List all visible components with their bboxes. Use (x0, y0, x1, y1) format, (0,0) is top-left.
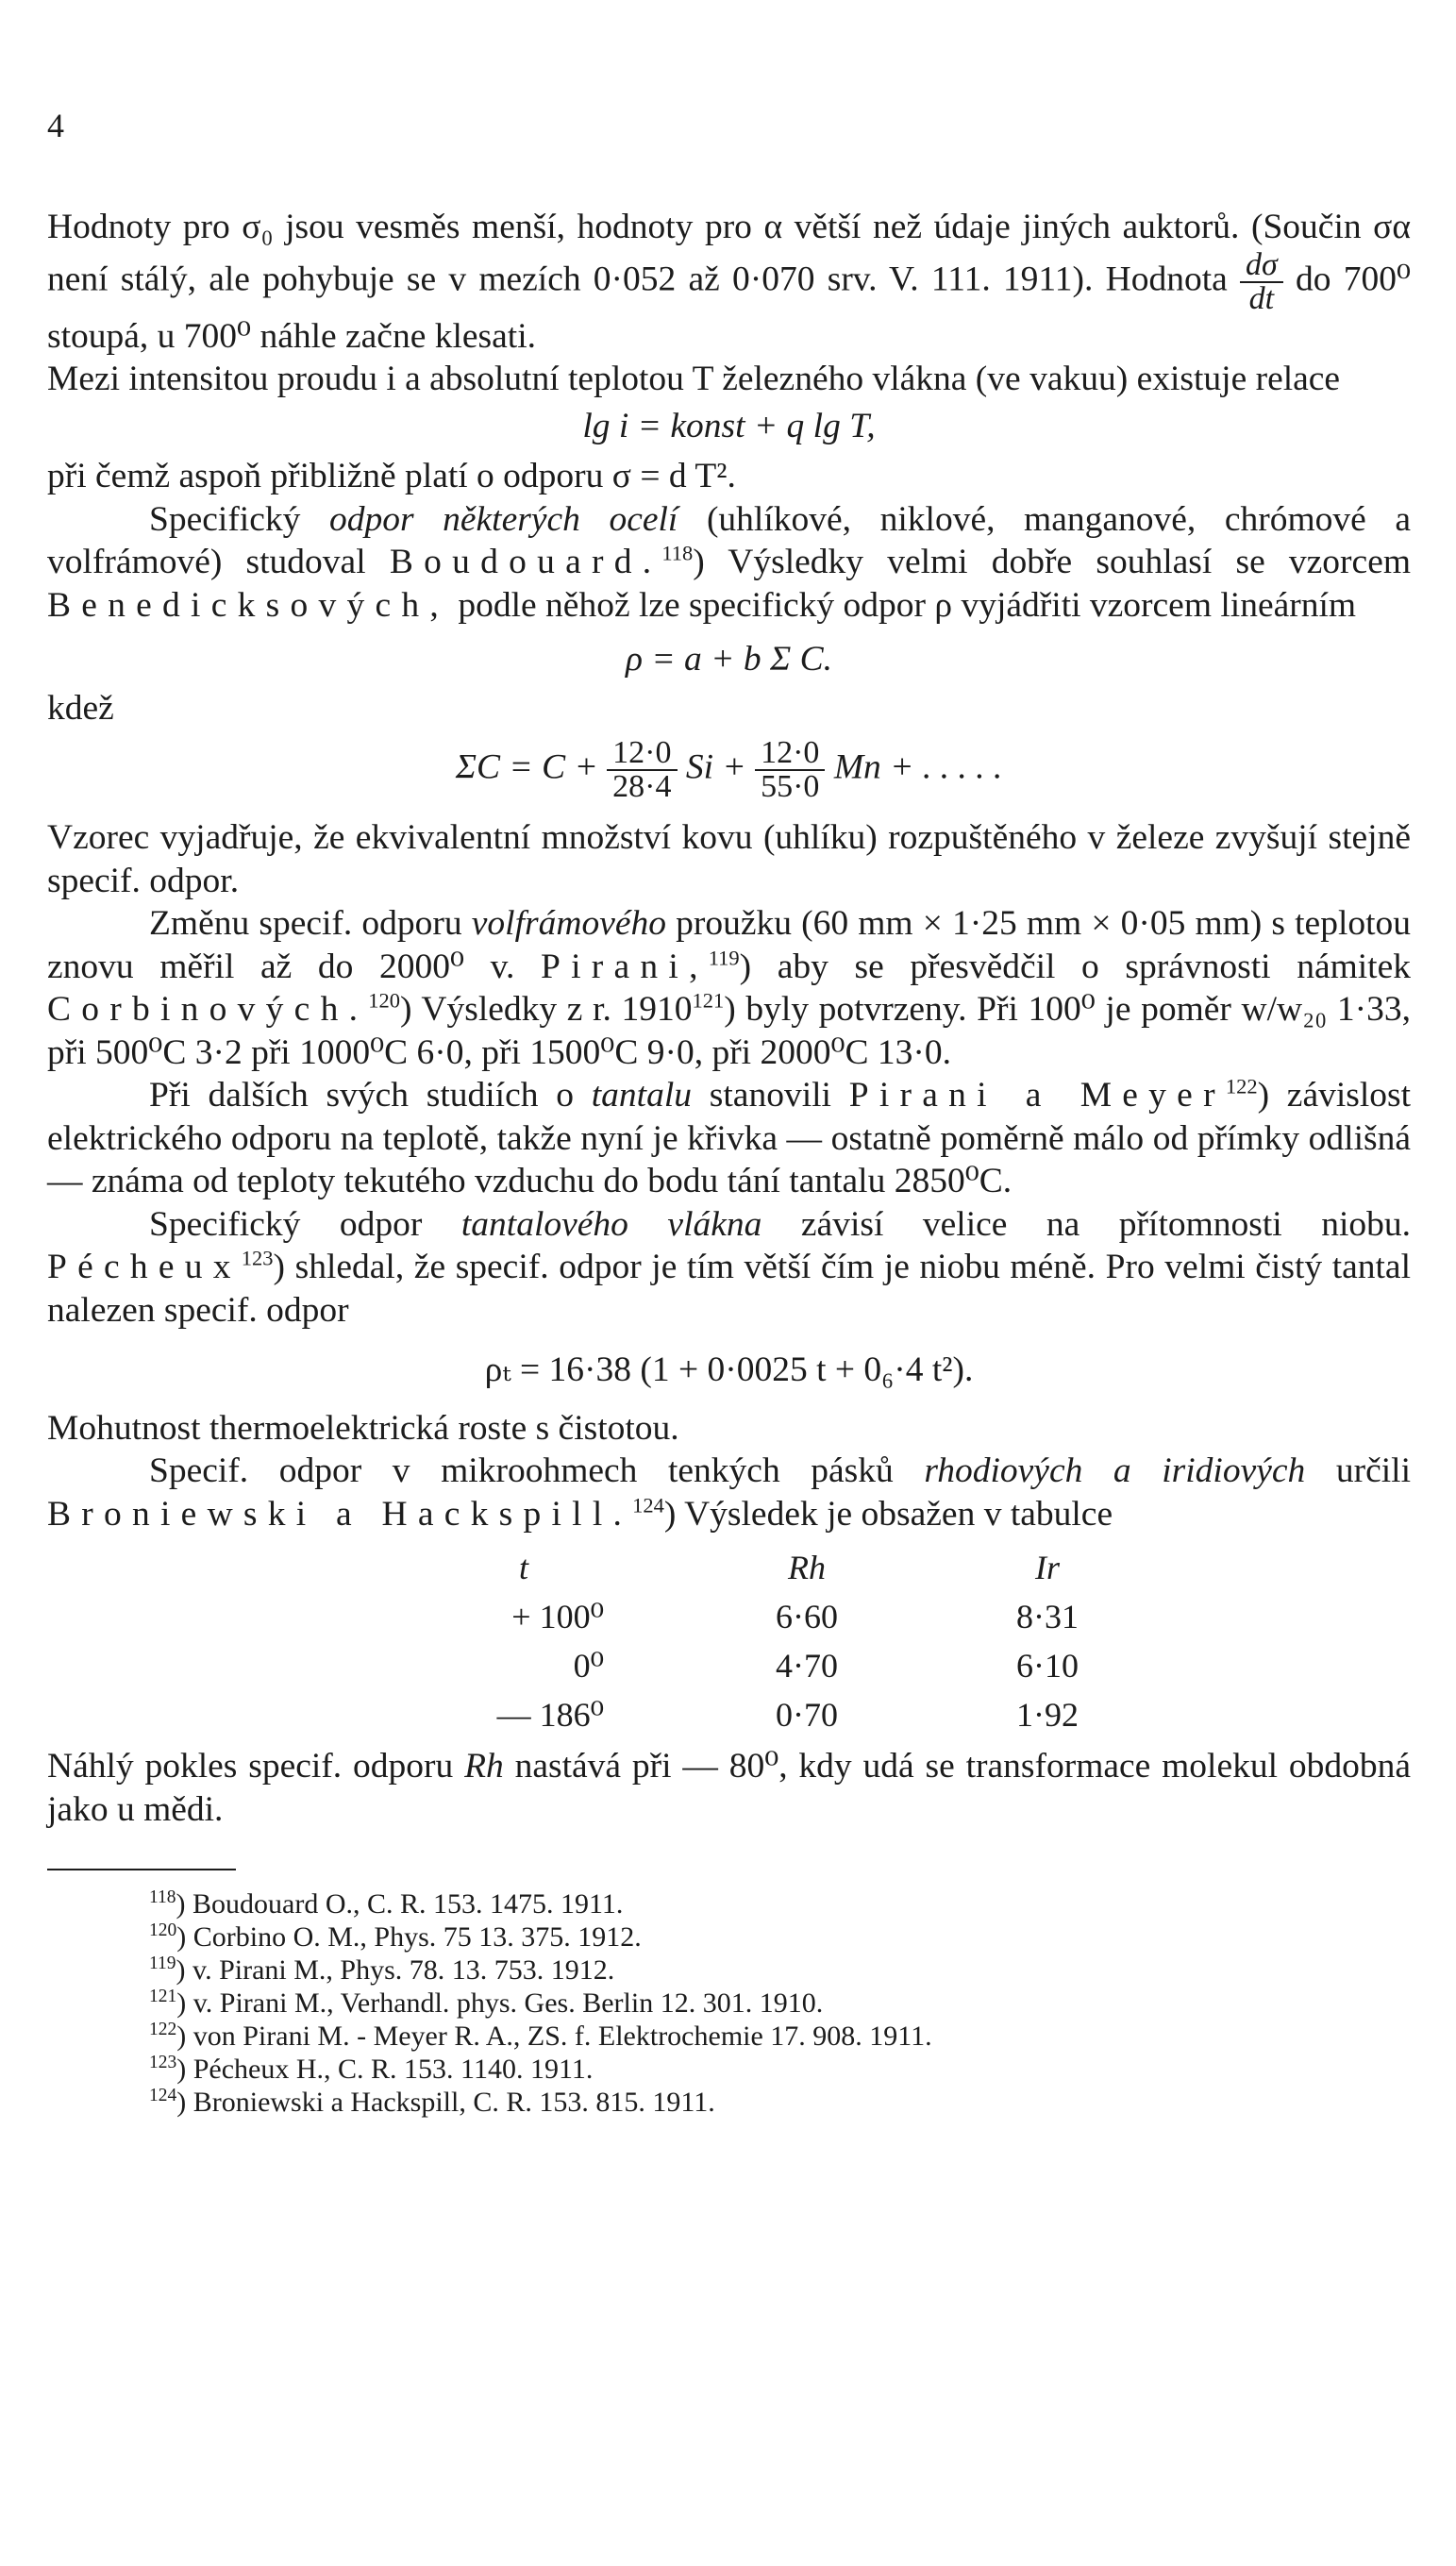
table-cell: 0⁰ (573, 1647, 604, 1685)
p10-a: Specif. odpor v mikroohmech tenkých pásků (149, 1451, 894, 1490)
table-row (387, 1641, 1142, 1690)
footnote-item (149, 1987, 1411, 2020)
p8-c: závisí velice na přítomnosti niobu. (800, 1204, 1412, 1244)
fraction-dsigma-dt (1240, 246, 1283, 316)
table-cell: 0·70 (776, 1696, 838, 1734)
author-boudouard: Boudouard. (389, 543, 662, 581)
footnote-item (149, 1954, 1411, 1987)
footnote-item (149, 2053, 1411, 2086)
table-cell: 6·60 (776, 1598, 838, 1635)
table-cell: + 100⁰ (511, 1598, 604, 1635)
fraction-si (607, 737, 677, 803)
p6-d: ) aby se přesvědčil o správnosti námitek (739, 947, 1411, 986)
author-corbino: Corbinových. (47, 990, 369, 1029)
p7-b: tantalu (591, 1076, 693, 1115)
p4-e: podle něhož lze specifický odpor ρ vyjádřiti vzorcem lineárním (458, 585, 1357, 625)
footnote-number: 118 (149, 1887, 176, 1907)
fraction-denominator: dt (1248, 280, 1275, 316)
fraction-mn-numerator: 12·0 (755, 737, 825, 771)
p4-b: odpor některých ocelí (328, 499, 678, 539)
paragraph-8 (47, 1203, 1411, 1333)
paragraph-7 (47, 1074, 1411, 1203)
footnote-text: ) v. Pirani M., Phys. 78. 13. 753. 1912. (176, 1954, 615, 1986)
p10-b: rhodiových a iridiových (924, 1451, 1306, 1490)
p8-b: tantalového vlákna (460, 1204, 762, 1244)
paragraph-6 (47, 902, 1411, 1074)
paragraph-9: Mohutnost thermoelektrická roste s čistotou. (47, 1408, 679, 1448)
footnote-divider (47, 1869, 236, 1870)
p11-a: Náhlý pokles specif. odporu (47, 1747, 454, 1786)
table-cell: 4·70 (776, 1647, 838, 1685)
author-pirani-meyer: Pirani a Meyer (848, 1076, 1226, 1115)
eq3-mid: Si + (685, 747, 746, 787)
p10-d: ) Výsledek je obsažen v tabulce (663, 1494, 1113, 1534)
ref-124: 124 (632, 1493, 664, 1517)
eq3-right: Mn + . . . . . (833, 747, 1003, 787)
footnote-text: ) Broniewski a Hackspill, C. R. 153. 815. 1911. (176, 2087, 715, 2118)
p10-c: určili (1335, 1451, 1411, 1490)
page-number: 4 (47, 107, 64, 144)
p7-d: ) závislost elektrického odporu na teplotě, takže nyní je křivka — ostatně poměrně málo od přímky odlišná — známa od teploty tekutého vzduchu do bodu tání tantalu 2850⁰C. (47, 1076, 1412, 1200)
author-broniewski-hackspill: Broniewski a Hackspill. (47, 1494, 633, 1534)
eq3-left: ΣC = C + (455, 747, 598, 787)
footnote-text: ) Pécheux H., C. R. 153. 1140. 1911. (176, 2054, 594, 2085)
footnote-text: ) Corbino O. M., Phys. 75 13. 375. 1912. (176, 1921, 642, 1953)
p11-b: Rh (464, 1747, 504, 1786)
equation-sigma-c (47, 737, 1411, 803)
p6-e: ) Výsledky z r. 1910 (399, 990, 693, 1029)
p4-a: Specifický (149, 499, 301, 539)
ref-123: 123 (241, 1246, 274, 1270)
author-benedicks: Benedicksových, (47, 585, 449, 625)
equation-rho: ρ = a + b Σ C. (625, 640, 833, 679)
p6-c: proužku (60 mm × 1·25 mm × 0·05 mm) s teplotou znovu měřil až do 2000⁰ v. (47, 904, 1412, 986)
p6-a: Změnu specif. odporu (149, 904, 462, 943)
table-cell: 1·92 (1016, 1696, 1079, 1734)
p1-text: Hodnoty pro σ₀ jsou vesměs menší, hodnoty pro α větší než údaje jiných auktorů. (Součin σα není stálý, ale pohybuje se v mezích 0·052 až 0·070 srv. V. 111. 1911). Hodnota (47, 208, 1411, 299)
footnote-number: 123 (149, 2053, 177, 2072)
p1-end: do 700⁰ stoupá, u 700⁰ náhle začne klesati. (47, 260, 1411, 356)
p6-b: volfrámového (471, 904, 666, 943)
kdez-label: kdež (47, 688, 114, 728)
author-pecheux: Pécheux (47, 1248, 242, 1286)
footnote-number: 120 (149, 1920, 177, 1940)
ref-119: 119 (708, 946, 740, 969)
paragraph-10 (47, 1450, 1411, 1535)
footnote-number: 122 (149, 2020, 177, 2039)
table-header-t: t (518, 1549, 528, 1586)
p4-c: (uhlíkové, niklové, manganové, chrómové a volfrámové) studoval (47, 499, 1412, 581)
resistance-table (387, 1543, 1142, 1739)
table-cell: 6·10 (1016, 1647, 1079, 1685)
footnotes (47, 1887, 1411, 2119)
table-header-rh: Rh (788, 1549, 826, 1586)
p11-c: nastává při — 80⁰, kdy udá se transformace molekul obdobná jako u mědi. (47, 1747, 1412, 1829)
footnote-item (149, 1920, 1411, 1954)
paragraph-1 (47, 206, 1411, 358)
p7-c: stanovili (709, 1076, 831, 1115)
table-cell: 8·31 (1016, 1598, 1079, 1635)
footnote-text: ) v. Pirani M., Verhandl. phys. Ges. Berlin 12. 301. 1910. (176, 1987, 824, 2019)
footnote-number: 121 (149, 1987, 177, 2006)
footnote-item (149, 2086, 1411, 2119)
fraction-si-denominator: 28·4 (612, 769, 672, 804)
footnote-text: ) Boudouard O., C. R. 153. 1475. 1911. (176, 1888, 624, 1920)
page-body (47, 206, 1411, 2119)
paragraph-3: při čemž aspoň přibližně platí o odporu σ = d T². (47, 457, 736, 495)
table-row (387, 1592, 1142, 1641)
table-row (387, 1690, 1142, 1739)
ref-121: 121 (692, 988, 725, 1013)
p7-a: Při dalších svých studiích o (149, 1076, 574, 1115)
p4-d: ) Výsledky velmi dobře souhlasí se vzorcem (693, 543, 1412, 581)
fraction-numerator: dσ (1240, 249, 1283, 283)
table-header-ir: Ir (1035, 1549, 1060, 1586)
equation-rho-t: ρₜ = 16·38 (1 + 0·0025 t + 0₆·4 t²). (484, 1350, 974, 1389)
fraction-si-numerator: 12·0 (607, 737, 677, 771)
paragraph-5: Vzorec vyjadřuje, že ekvivalentní množství kovu (uhlíku) rozpuštěného v železe zvyšují stejně specif. odpor. (47, 818, 1411, 900)
equation-lg: lg i = konst + q lg T, (582, 406, 876, 445)
author-pirani: Pirani, (541, 947, 709, 986)
fraction-mn (755, 737, 825, 803)
footnote-item (149, 2020, 1411, 2053)
footnote-text: ) von Pirani M. - Meyer R. A., ZS. f. Elektrochemie 17. 908. 1911. (176, 2021, 932, 2052)
fraction-mn-denominator: 55·0 (761, 769, 820, 804)
ref-122: 122 (1225, 1074, 1258, 1099)
p8-a: Specifický odpor (149, 1204, 423, 1244)
p8-d: ) shledal, že specif. odpor je tím větší čím je niobu méně. Pro velmi čistý tantal nalezen specif. odpor (47, 1248, 1411, 1330)
paragraph-4 (47, 498, 1411, 628)
p6-f: ) byly potvrzeny. Při 100⁰ je poměr w/w₂₀ 1·33, při 500⁰C 3·2 při 1000⁰C 6·0, při 1500⁰C 9·0, při 2000⁰C 13·0. (47, 990, 1411, 1072)
ref-118: 118 (661, 541, 694, 565)
paragraph-2: Mezi intensitou proudu i a absolutní teplotou T železného vlákna (ve vakuu) existuje relace (47, 360, 1341, 398)
paragraph-11 (47, 1745, 1411, 1831)
table-header-row (387, 1543, 1142, 1592)
footnote-number: 124 (149, 2086, 177, 2105)
ref-120: 120 (368, 988, 400, 1013)
table-cell: — 186⁰ (496, 1696, 604, 1734)
footnote-number: 119 (149, 1954, 176, 1973)
footnote-item (149, 1887, 1411, 1920)
